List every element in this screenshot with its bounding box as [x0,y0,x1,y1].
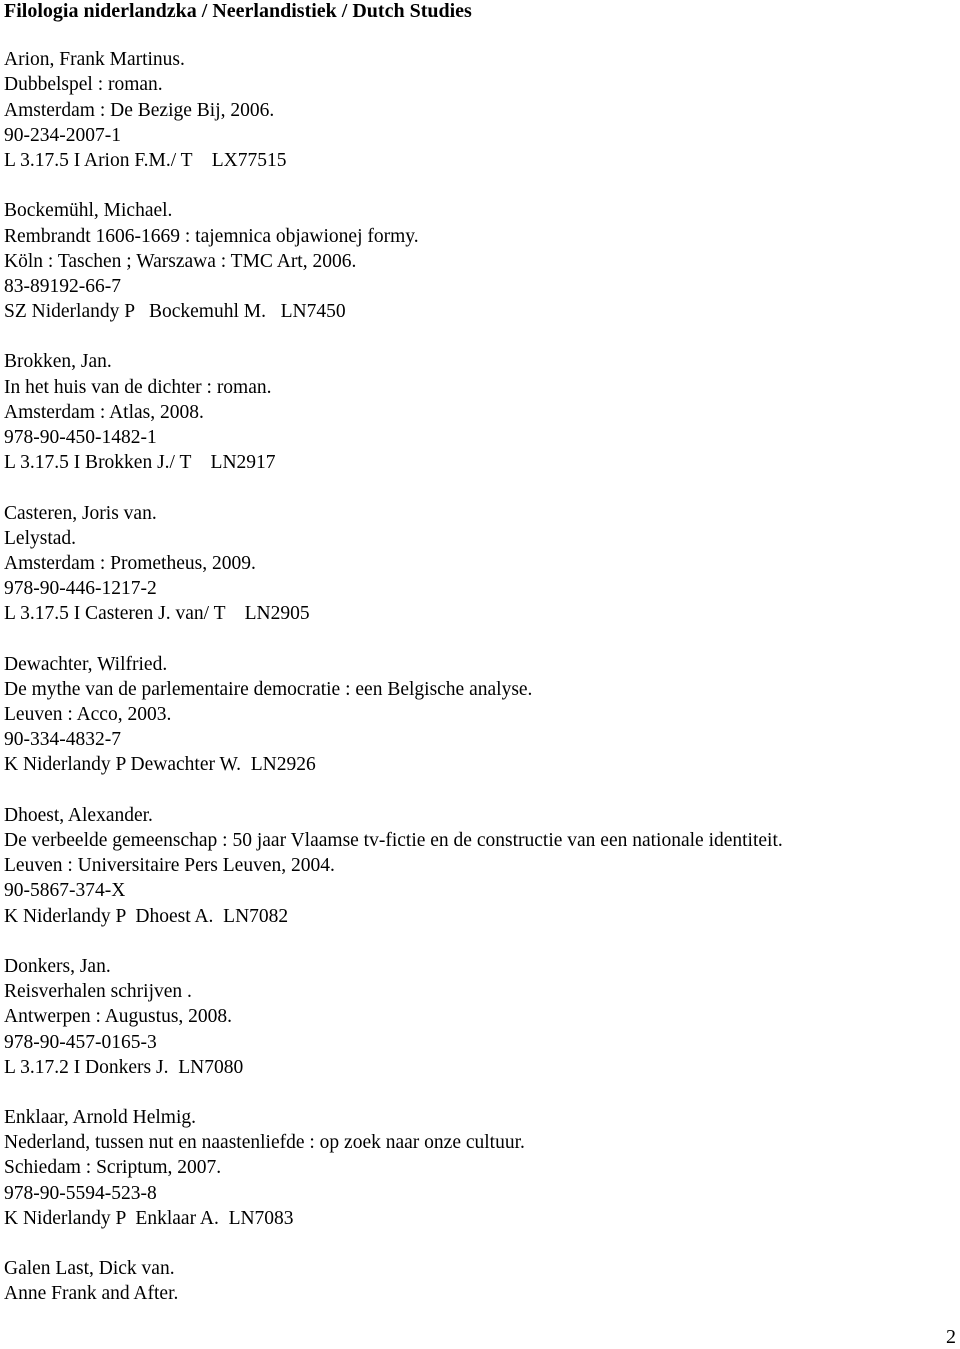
catalog-entry-line: L 3.17.2 I Donkers J. LN7080 [4,1056,244,1078]
page-number: 2 [946,1326,956,1348]
catalog-entry-line: 978-90-450-1482-1 [4,427,157,448]
catalog-entry-line: De verbeelde gemeenschap : 50 jaar Vlaamse tv-fictie en de constructie van een nationale identiteit. [4,830,783,851]
catalog-entry-line: 90-234-2007-1 [4,124,121,146]
catalog-entry-line: K Niderlandy P Dhoest A. LN7082 [4,905,289,927]
catalog-entry-line: Enklaar, Arnold Helmig. [4,1107,197,1129]
catalog-entry [4,1256,954,1306]
catalog-entry-line: Rembrandt 1606-1669 : tajemnica objawionej formy. [4,225,419,247]
entry-separator [4,1231,954,1256]
catalog-entries [4,47,954,1306]
catalog-entry [4,1105,954,1231]
catalog-entry-line: Reisverhalen schrijven . [4,981,192,1003]
catalog-entry-line: SZ Niderlandy P Bockemuhl M. LN7450 [4,301,346,323]
catalog-entry [4,954,954,1080]
catalog-entry [4,198,954,324]
catalog-entry-line: Bockemühl, Michael. [4,200,173,222]
catalog-entry-line: Amsterdam : Atlas, 2008. [4,401,204,423]
catalog-entry [4,47,954,173]
catalog-entry-line: Amsterdam : De Bezige Bij, 2006. [4,99,275,121]
catalog-entry-line: Arion, Frank Martinus. [4,49,185,71]
catalog-entry-line: Dhoest, Alexander. [4,804,153,826]
entry-separator [4,929,954,954]
catalog-entry [4,501,954,627]
catalog-entry-line: Leuven : Acco, 2003. [4,704,172,726]
entry-separator [4,1080,954,1105]
catalog-entry-line: 978-90-457-0165-3 [4,1031,157,1053]
catalog-entry-line: 83-89192-66-7 [4,275,121,297]
spacer [4,22,954,47]
catalog-entry-line: Amsterdam : Prometheus, 2009. [4,552,256,574]
catalog-entry-line: Leuven : Universitaire Pers Leuven, 2004. [4,855,335,877]
catalog-entry-line: 978-90-446-1217-2 [4,578,157,600]
document-page [4,0,954,1307]
catalog-entry-line: Dewachter, Wilfried. [4,653,168,675]
catalog-entry-line: Köln : Taschen ; Warszawa : TMC Art, 2006. [4,250,357,272]
catalog-entry-line: L 3.17.5 I Arion F.M./ T LX77515 [4,149,287,171]
catalog-entry-line: In het huis van de dichter : roman. [4,376,272,398]
catalog-entry [4,349,954,475]
catalog-entry-line: Anne Frank and After. [4,1283,179,1305]
entry-separator [4,475,954,500]
catalog-entry-line: Nederland, tussen nut en naastenliefde : op zoek naar onze cultuur. [4,1132,525,1154]
catalog-entry-line: K Niderlandy P Dewachter W. LN2926 [4,754,316,776]
catalog-entry-line: Brokken, Jan. [4,351,112,373]
catalog-entry-line: L 3.17.5 I Casteren J. van/ T LN2905 [4,603,310,625]
catalog-entry-line: De mythe van de parlementaire democratie : een Belgische analyse. [4,678,533,700]
catalog-entry-line: 978-90-5594-523-8 [4,1182,157,1204]
catalog-entry-line: Casteren, Joris van. [4,502,157,524]
catalog-entry-line: Dubbelspel : roman. [4,74,163,96]
catalog-entry-line: 90-5867-374-X [4,880,126,902]
catalog-entry-line: L 3.17.5 I Brokken J./ T LN2917 [4,452,276,474]
catalog-entry-line: Donkers, Jan. [4,955,111,977]
entry-separator [4,778,954,803]
catalog-entry-line: Galen Last, Dick van. [4,1258,175,1280]
catalog-entry-line: Lelystad. [4,527,77,549]
catalog-entry-line: Schiedam : Scriptum, 2007. [4,1157,222,1179]
catalog-entry [4,652,954,778]
entry-separator [4,324,954,349]
catalog-entry [4,803,954,929]
catalog-entry-line: Antwerpen : Augustus, 2008. [4,1006,233,1028]
entry-separator [4,627,954,652]
page-title: Filologia niderlandzka / Neerlandistiek / Dutch Studies [4,0,472,22]
entry-separator [4,173,954,198]
catalog-entry-line: 90-334-4832-7 [4,729,121,751]
catalog-entry-line: K Niderlandy P Enklaar A. LN7083 [4,1207,294,1229]
